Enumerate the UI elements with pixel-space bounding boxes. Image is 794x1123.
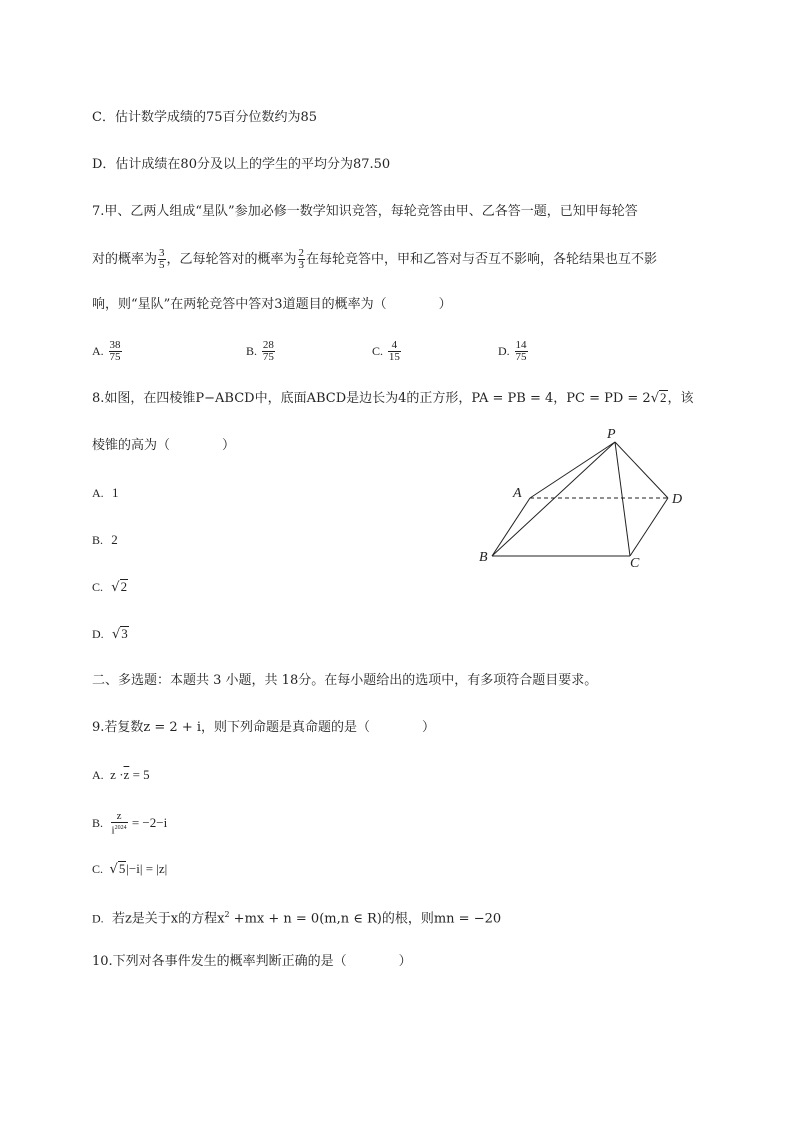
- q7-prob-jia: $\frac{3}{5}$: [159, 247, 165, 271]
- section-2-heading: 二、多选题：本题共 3 小题，共 18分。在每小题给出的选项中，有多项符合题目要求。: [92, 673, 598, 688]
- vertex-label-p: P: [607, 427, 616, 442]
- q7-stem-line2: 对的概率为 $\frac{3}{5}$ ，乙每轮答对的概率为 $\frac{2}{3}$ 在每轮竞答中，甲和乙答对与否互不影响，各轮结果也互不影: [92, 247, 658, 271]
- q8-stem-line1: 8.如图，在四棱锥P−ABCD中，底面ABCD是边长为4的正方形，PA = PB = 4，PC = PD = 2√2，该: [92, 390, 694, 406]
- vertex-label-d: D: [672, 492, 683, 507]
- pyramid-figure: [470, 422, 700, 577]
- q8-option-d: D. √3: [92, 626, 128, 642]
- q8-stem-line2: 棱锥的高为（ ）: [92, 438, 236, 453]
- q9-stem: 9.若复数z = 2 + i，则下列命题是真命题的是（ ）: [92, 720, 435, 735]
- q8-option-a: A. 1: [92, 485, 119, 500]
- q10-stem: 10.下列对各事件发生的概率判断正确的是（ ）: [92, 954, 412, 969]
- q7-option-a: A. $\frac{38}{75}$: [92, 339, 121, 363]
- q7-option-b: B. $\frac{28}{75}$: [246, 339, 274, 363]
- q9-option-d: D. 若z是关于x的方程$x^2 +mx + n = 0(m,n$ ∈ R)的根，则mn = −20: [92, 910, 502, 927]
- q7-stem-line3: 响，则“星队”在两轮竞答中答对3道题目的概率为（ ）: [92, 297, 452, 312]
- q7-prob-yi: $\frac{2}{3}$: [298, 247, 305, 271]
- vertex-label-b: B: [479, 550, 488, 565]
- q6-option-d: D．估计成绩在80分及以上的学生的平均分为87.50: [92, 157, 391, 172]
- q7-option-c: C. $\frac{4}{15}$: [372, 339, 400, 363]
- q7-option-d: D. $\frac{14}{75}$: [498, 339, 527, 363]
- q9-option-b: B. $\frac{z}{i^{2024}}$ = −2−i: [92, 810, 168, 837]
- q9-option-a: A. $z \cdot\overline{z} = 5$: [92, 767, 150, 782]
- vertex-label-c: C: [630, 556, 640, 571]
- q9-option-c: C. √5|−i| = |z|: [92, 861, 168, 877]
- vertex-label-a: A: [513, 486, 522, 501]
- q8-option-b: B. 2: [92, 532, 118, 547]
- q6-option-c: C．估计数学成绩的75百分位数约为85: [92, 110, 318, 125]
- q8-option-c: C. √2: [92, 579, 128, 595]
- q7-stem-line1: 7.甲、乙两人组成“星队”参加必修一数学知识竞答，每轮竞答由甲、乙各答一题，已知甲每轮答: [92, 204, 638, 219]
